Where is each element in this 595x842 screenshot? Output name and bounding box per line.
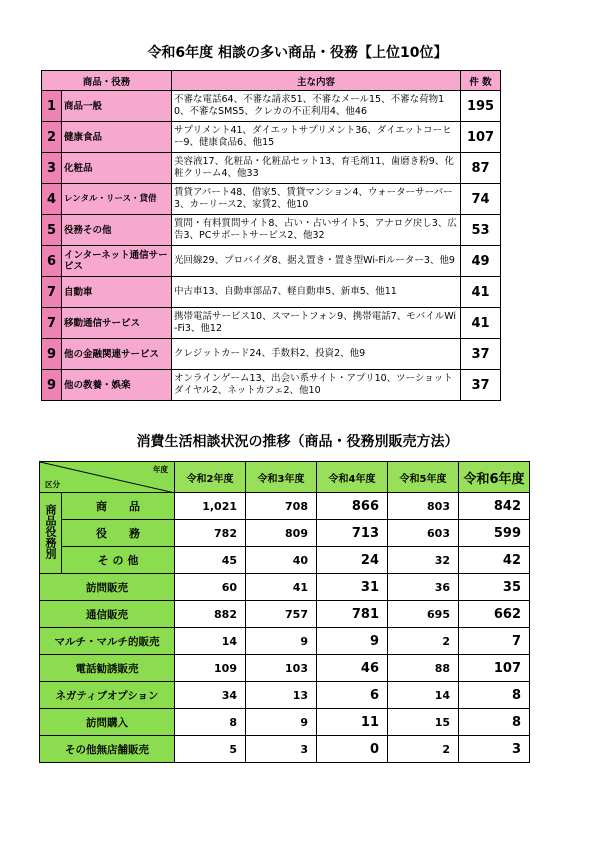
row-label: マルチ・マルチ的販売 xyxy=(40,628,175,655)
table-row xyxy=(40,628,530,655)
item-name: 自動車 xyxy=(62,277,172,308)
item-count: 37 xyxy=(461,370,501,401)
table-row xyxy=(42,339,501,370)
row-label: 訪問販売 xyxy=(40,574,175,601)
rank: 7 xyxy=(42,308,62,339)
cell: 809 xyxy=(246,520,317,547)
sales-method-table xyxy=(39,461,530,763)
item-desc: 中古車13、自動車部品7、軽自動車5、新車5、他11 xyxy=(172,277,461,308)
cell: 60 xyxy=(175,574,246,601)
cell: 782 xyxy=(175,520,246,547)
cell: 34 xyxy=(175,682,246,709)
cell: 695 xyxy=(388,601,459,628)
item-count: 49 xyxy=(461,246,501,277)
year-header: 令和2年度 xyxy=(175,462,246,493)
top-items-table xyxy=(41,70,501,401)
cell: 882 xyxy=(175,601,246,628)
rank: 6 xyxy=(42,246,62,277)
item-desc: 不審な電話64、不審な請求51、不審なメール15、不審な荷物10、不審なSMS5、クレカの不正利用4、他46 xyxy=(172,91,461,122)
item-name: 移動通信サービス xyxy=(62,308,172,339)
item-count: 41 xyxy=(461,277,501,308)
cell: 32 xyxy=(388,547,459,574)
header-count: 件 数 xyxy=(461,71,501,91)
item-name: 他の教養・娯楽 xyxy=(62,370,172,401)
corner-year-label: 年度 xyxy=(153,465,168,474)
top-table-title: 令和6年度 相談の多い商品・役務【上位10位】 xyxy=(147,45,448,61)
cell: 9 xyxy=(246,709,317,736)
table-row xyxy=(42,91,501,122)
row-label: 役 務 xyxy=(62,520,175,547)
rank: 1 xyxy=(42,91,62,122)
item-name: インターネット通信サービス xyxy=(62,246,172,277)
cell: 31 xyxy=(317,574,388,601)
item-desc: クレジットカード24、手数料2、投資2、他9 xyxy=(172,339,461,370)
corner-cell xyxy=(40,462,175,493)
table-row xyxy=(40,655,530,682)
table-row xyxy=(40,601,530,628)
item-count: 107 xyxy=(461,122,501,153)
year-header: 令和4年度 xyxy=(317,462,388,493)
cell: 599 xyxy=(459,520,530,547)
item-name: 化粧品 xyxy=(62,153,172,184)
table-row xyxy=(42,122,501,153)
cell: 107 xyxy=(459,655,530,682)
cell: 88 xyxy=(388,655,459,682)
cell: 6 xyxy=(317,682,388,709)
cell: 713 xyxy=(317,520,388,547)
item-count: 53 xyxy=(461,215,501,246)
item-name: 役務その他 xyxy=(62,215,172,246)
row-label: 電話勧誘販売 xyxy=(40,655,175,682)
cell: 2 xyxy=(388,736,459,763)
rank: 9 xyxy=(42,339,62,370)
cell: 1,021 xyxy=(175,493,246,520)
rank: 2 xyxy=(42,122,62,153)
row-label: 訪問購入 xyxy=(40,709,175,736)
item-desc: 賃貸アパート48、借家5、賃貸マンション4、ウォーターサーバー3、カーリース2、家賃2、他10 xyxy=(172,184,461,215)
year-header: 令和5年度 xyxy=(388,462,459,493)
cell: 708 xyxy=(246,493,317,520)
cell: 46 xyxy=(317,655,388,682)
table-row xyxy=(42,277,501,308)
rank: 7 xyxy=(42,277,62,308)
cell: 803 xyxy=(388,493,459,520)
cell: 109 xyxy=(175,655,246,682)
item-desc: 光回線29、プロバイダ8、据え置き・置き型Wi-Fiルーター3、他9 xyxy=(172,246,461,277)
year-header-current: 令和6年度 xyxy=(459,462,530,493)
item-desc: 携帯電話サービス10、スマートフォン9、携帯電話7、モバイルWi-Fi3、他12 xyxy=(172,308,461,339)
cell: 866 xyxy=(317,493,388,520)
cell: 35 xyxy=(459,574,530,601)
item-count: 87 xyxy=(461,153,501,184)
cell: 662 xyxy=(459,601,530,628)
row-label: その他無店舗販売 xyxy=(40,736,175,763)
year-header-row xyxy=(40,462,530,493)
cell: 42 xyxy=(459,547,530,574)
table-row xyxy=(42,215,501,246)
year-header: 令和3年度 xyxy=(246,462,317,493)
row-label: ネガティブオプション xyxy=(40,682,175,709)
cell: 8 xyxy=(459,709,530,736)
cell: 36 xyxy=(388,574,459,601)
cell: 40 xyxy=(246,547,317,574)
item-name: 他の金融関連サービス xyxy=(62,339,172,370)
item-desc: 質問・有料質問サイト8、占い・占いサイト5、アナログ戻し3、広告3、PCサポートサービス2、他32 xyxy=(172,215,461,246)
cell: 14 xyxy=(175,628,246,655)
item-name: レンタル・リース・貸借 xyxy=(62,184,172,215)
cell: 3 xyxy=(459,736,530,763)
table-row xyxy=(40,547,530,574)
row-label: 通信販売 xyxy=(40,601,175,628)
cell: 15 xyxy=(388,709,459,736)
cell: 8 xyxy=(459,682,530,709)
header-item: 商品・役務 xyxy=(42,71,172,91)
cell: 11 xyxy=(317,709,388,736)
table-row xyxy=(40,682,530,709)
cell: 2 xyxy=(388,628,459,655)
table-row xyxy=(40,736,530,763)
cell: 45 xyxy=(175,547,246,574)
item-name: 健康食品 xyxy=(62,122,172,153)
row-label: 商 品 xyxy=(62,493,175,520)
rank: 3 xyxy=(42,153,62,184)
table-row xyxy=(40,520,530,547)
cell: 7 xyxy=(459,628,530,655)
cell: 13 xyxy=(246,682,317,709)
table-row xyxy=(42,153,501,184)
cell: 603 xyxy=(388,520,459,547)
table-row xyxy=(42,246,501,277)
group-label-text: 商品役務別 xyxy=(44,504,57,559)
item-count: 74 xyxy=(461,184,501,215)
cell: 14 xyxy=(388,682,459,709)
cell: 5 xyxy=(175,736,246,763)
corner-cat-label: 区分 xyxy=(45,480,60,489)
item-count: 41 xyxy=(461,308,501,339)
item-count: 195 xyxy=(461,91,501,122)
row-label: そ の 他 xyxy=(62,547,175,574)
group-label xyxy=(40,493,62,574)
cell: 757 xyxy=(246,601,317,628)
rank: 4 xyxy=(42,184,62,215)
item-count: 37 xyxy=(461,339,501,370)
table-row xyxy=(42,308,501,339)
item-desc: オンラインゲーム13、出会い系サイト・アプリ10、ツーショットダイヤル2、ネットカフェ2、他10 xyxy=(172,370,461,401)
item-desc: サプリメント41、ダイエットサプリメント36、ダイエットコーヒー9、健康食品6、他15 xyxy=(172,122,461,153)
table-row xyxy=(40,709,530,736)
cell: 9 xyxy=(317,628,388,655)
cell: 8 xyxy=(175,709,246,736)
cell: 103 xyxy=(246,655,317,682)
rank: 9 xyxy=(42,370,62,401)
item-name: 商品一般 xyxy=(62,91,172,122)
bottom-table-title: 消費生活相談状況の推移（商品・役務別販売方法） xyxy=(136,434,459,450)
cell: 41 xyxy=(246,574,317,601)
table-row xyxy=(40,493,530,520)
item-desc: 美容液17、化粧品・化粧品セット13、育毛剤11、歯磨き粉9、化粧クリーム4、他33 xyxy=(172,153,461,184)
cell: 9 xyxy=(246,628,317,655)
table-row xyxy=(42,184,501,215)
rank: 5 xyxy=(42,215,62,246)
cell: 0 xyxy=(317,736,388,763)
table-row xyxy=(42,370,501,401)
cell: 842 xyxy=(459,493,530,520)
cell: 781 xyxy=(317,601,388,628)
cell: 3 xyxy=(246,736,317,763)
header-content: 主な内容 xyxy=(172,71,461,91)
table-row xyxy=(40,574,530,601)
cell: 24 xyxy=(317,547,388,574)
